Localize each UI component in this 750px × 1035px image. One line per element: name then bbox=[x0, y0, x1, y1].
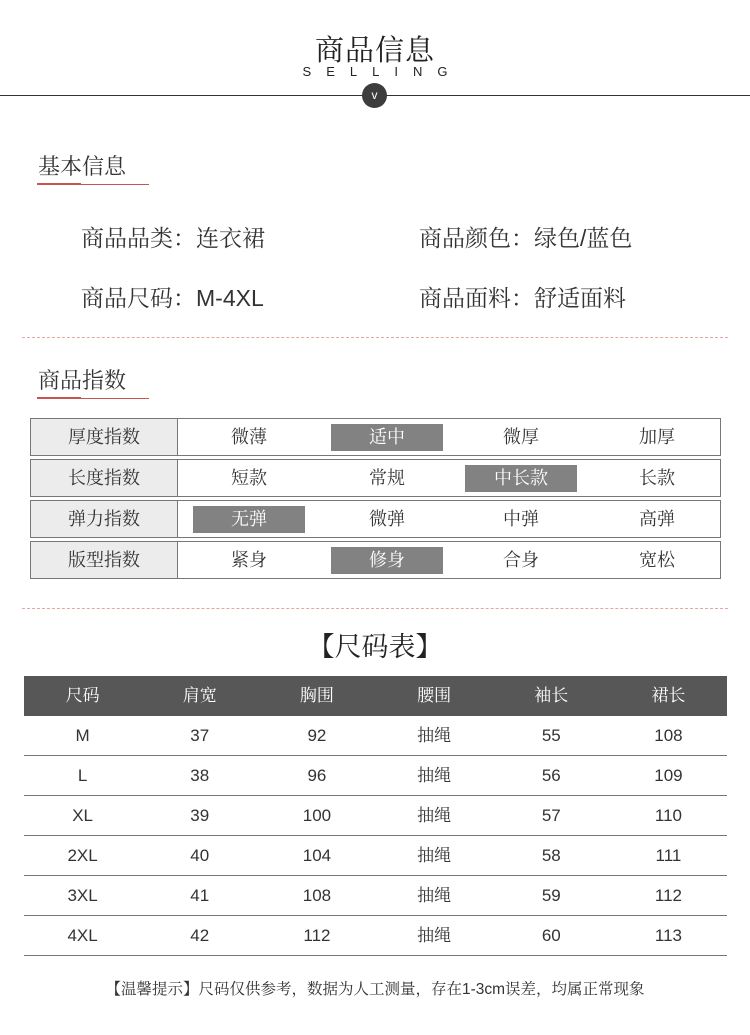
size-chart-column-header: 尺码 bbox=[65, 686, 100, 705]
table-cell: 抽绳 bbox=[417, 846, 452, 865]
table-cell: 110 bbox=[654, 806, 682, 825]
table-cell: 抽绳 bbox=[417, 806, 452, 825]
fabric-info bbox=[419, 280, 626, 313]
index-row bbox=[30, 459, 721, 497]
index-option-selected: 修身 bbox=[331, 547, 443, 574]
table-cell: 108 bbox=[654, 726, 683, 745]
size-chart-column-header: 裙长 bbox=[651, 686, 686, 705]
table-cell: 4XL bbox=[67, 926, 98, 945]
table-row bbox=[24, 756, 727, 796]
table-cell: 57 bbox=[541, 806, 561, 825]
index-option: 中弹 bbox=[503, 509, 539, 529]
table-cell: 抽绳 bbox=[417, 886, 452, 905]
table-cell: 抽绳 bbox=[417, 766, 452, 785]
size-chart-column-header: 肩宽 bbox=[182, 686, 217, 705]
table-cell: 2XL bbox=[67, 846, 98, 865]
index-row bbox=[30, 418, 721, 456]
index-option-selected: 中长款 bbox=[465, 465, 577, 492]
table-cell: 41 bbox=[190, 886, 210, 905]
indices-title: 商品指数 bbox=[38, 368, 127, 393]
index-option-selected: 无弹 bbox=[193, 506, 305, 533]
table-row bbox=[24, 796, 727, 836]
page-title: 商品信息 bbox=[314, 35, 435, 67]
table-cell: 抽绳 bbox=[417, 726, 452, 745]
basic-info-underline-accent bbox=[37, 183, 81, 185]
table-cell: 55 bbox=[541, 726, 561, 745]
table-cell: 104 bbox=[302, 846, 332, 865]
footer-note: 【温馨提示】尺码仅供参考，数据为人工测量，存在1-3cm误差，均属正常现象 bbox=[105, 981, 645, 998]
fabric-value: 舒适面料 bbox=[534, 285, 626, 311]
table-cell: 37 bbox=[190, 726, 210, 745]
size-chart-table bbox=[24, 676, 727, 956]
size-value: M-4XL bbox=[196, 285, 264, 311]
basic-info-title: 基本信息 bbox=[38, 154, 127, 179]
table-cell: XL bbox=[72, 806, 93, 825]
table-cell: 112 bbox=[654, 886, 682, 905]
table-cell: M bbox=[75, 726, 90, 745]
table-cell: 112 bbox=[303, 926, 331, 945]
table-cell: 42 bbox=[190, 926, 210, 945]
table-cell: 40 bbox=[190, 846, 210, 865]
index-option: 微厚 bbox=[503, 427, 539, 447]
table-cell: 59 bbox=[541, 886, 561, 905]
table-cell: 113 bbox=[654, 926, 682, 945]
index-option: 宽松 bbox=[639, 550, 675, 570]
table-row bbox=[24, 836, 727, 876]
table-cell: 56 bbox=[541, 766, 561, 785]
size-chart-body bbox=[24, 716, 727, 956]
size-chart-header bbox=[24, 676, 727, 716]
page-subtitle: SELLING bbox=[302, 64, 463, 79]
category-value: 连衣裙 bbox=[196, 225, 265, 251]
index-option: 高弹 bbox=[639, 509, 675, 529]
size-label: 商品尺码： bbox=[81, 285, 196, 311]
size-chart-title: 【尺码表】 bbox=[307, 632, 443, 662]
index-row bbox=[30, 541, 721, 579]
table-row bbox=[24, 916, 727, 956]
indices-underline-accent bbox=[37, 397, 81, 399]
table-cell: 3XL bbox=[67, 886, 98, 905]
index-label: 版型指数 bbox=[31, 542, 178, 578]
index-option: 微弹 bbox=[369, 509, 405, 529]
section-divider bbox=[22, 608, 728, 609]
table-cell: L bbox=[77, 766, 88, 785]
table-cell: 39 bbox=[190, 806, 210, 825]
table-cell: 111 bbox=[655, 846, 682, 865]
table-cell: 60 bbox=[541, 926, 561, 945]
size-chart-column-header: 腰围 bbox=[417, 686, 452, 705]
table-cell: 109 bbox=[654, 766, 683, 785]
index-label: 厚度指数 bbox=[31, 419, 178, 455]
index-option-selected: 适中 bbox=[331, 424, 443, 451]
index-option: 常规 bbox=[369, 468, 405, 488]
index-label: 长度指数 bbox=[31, 460, 178, 496]
color-value: 绿色/蓝色 bbox=[534, 225, 633, 251]
table-row bbox=[24, 876, 727, 916]
size-info bbox=[81, 280, 264, 313]
table-cell: 38 bbox=[190, 766, 210, 785]
table-cell: 58 bbox=[541, 846, 561, 865]
size-chart-column-header: 袖长 bbox=[534, 686, 569, 705]
section-divider bbox=[22, 337, 728, 338]
index-option: 紧身 bbox=[231, 550, 267, 570]
chevron-down-icon: v bbox=[362, 83, 387, 108]
table-cell: 抽绳 bbox=[417, 926, 452, 945]
table-cell: 108 bbox=[302, 886, 332, 905]
index-option: 合身 bbox=[503, 550, 539, 570]
color-info bbox=[419, 220, 632, 253]
fabric-label: 商品面料： bbox=[419, 285, 534, 311]
index-row bbox=[30, 500, 721, 538]
index-label: 弹力指数 bbox=[31, 501, 178, 537]
index-option: 长款 bbox=[639, 468, 675, 488]
index-option: 微薄 bbox=[231, 427, 267, 447]
table-cell: 92 bbox=[307, 726, 327, 745]
table-cell: 96 bbox=[307, 766, 327, 785]
color-label: 商品颜色： bbox=[419, 225, 534, 251]
category-label: 商品品类： bbox=[81, 225, 196, 251]
table-row bbox=[24, 716, 727, 756]
category-info bbox=[81, 220, 265, 253]
size-chart-column-header: 胸围 bbox=[299, 686, 334, 705]
table-cell: 100 bbox=[302, 806, 332, 825]
index-option: 加厚 bbox=[639, 427, 675, 447]
index-option: 短款 bbox=[231, 468, 267, 488]
